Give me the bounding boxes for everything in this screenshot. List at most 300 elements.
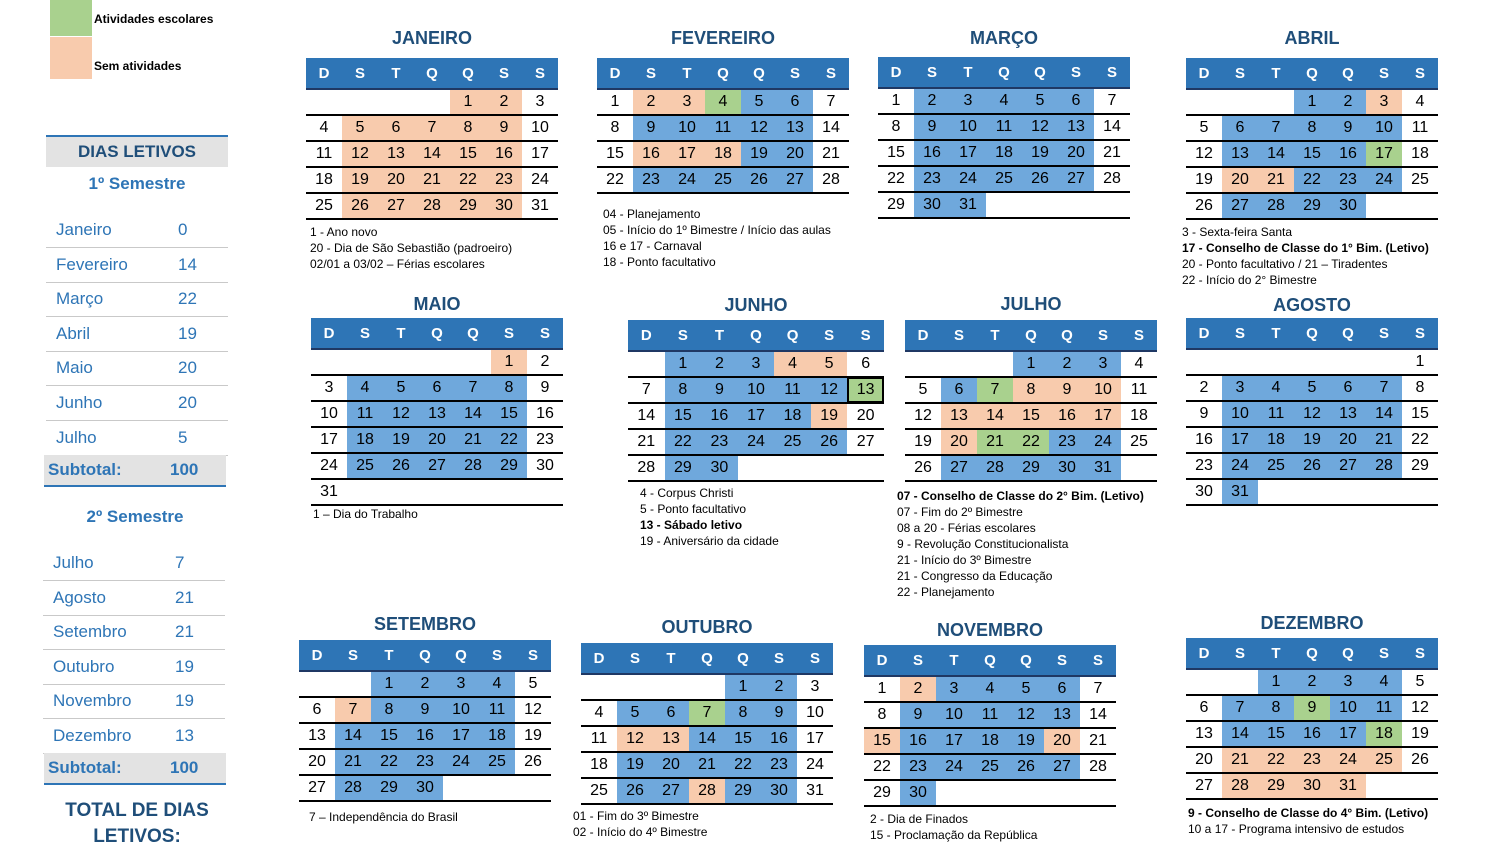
day-cell: 15 — [878, 140, 914, 166]
day-cell: 10 — [443, 697, 479, 723]
empty-day-cell — [1222, 669, 1258, 695]
day-cell: 17 — [1366, 141, 1402, 167]
empty-day-cell — [628, 351, 665, 377]
day-cell: 28 — [455, 453, 491, 479]
day-cell: 2 — [1294, 669, 1330, 695]
day-cell: 28 — [1094, 166, 1130, 192]
day-cell: 15 — [597, 141, 633, 167]
day-cell: 3 — [522, 89, 558, 115]
month-days-row — [43, 719, 225, 754]
day-cell: 11 — [306, 141, 342, 167]
week-row — [864, 702, 1116, 728]
day-cell: 4 — [1366, 669, 1402, 695]
day-cell: 9 — [633, 115, 669, 141]
day-cell: 21 — [813, 141, 849, 167]
day-cell: 10 — [1330, 695, 1366, 721]
month-days-value: 0 — [178, 220, 188, 239]
week-row — [597, 115, 849, 141]
weekday-header: Q — [1294, 638, 1330, 669]
empty-day-cell — [383, 479, 419, 505]
day-cell: 13 — [941, 403, 977, 429]
weekday-header: T — [378, 58, 414, 89]
week-row — [581, 674, 833, 700]
weekday-header: S — [347, 318, 383, 349]
day-cell: 16 — [486, 141, 522, 167]
month-table — [306, 58, 558, 220]
day-cell: 1 — [878, 88, 914, 114]
day-cell: 6 — [1058, 88, 1094, 114]
subtotal-value: 100 — [170, 758, 199, 777]
day-cell: 13 — [378, 141, 414, 167]
day-cell: 27 — [1330, 453, 1366, 479]
day-cell: 2 — [914, 88, 950, 114]
day-cell: 21 — [1366, 427, 1402, 453]
day-cell: 4 — [986, 88, 1022, 114]
weekday-header: D — [628, 320, 665, 351]
day-cell: 23 — [914, 166, 950, 192]
month-title: DEZEMBRO — [1260, 613, 1364, 633]
day-cell: 17 — [1085, 403, 1121, 429]
note-line: 22 - Início do 2° Bimestre — [1182, 273, 1317, 287]
day-cell: 13 — [1222, 141, 1258, 167]
day-cell: 12 — [342, 141, 378, 167]
day-cell: 12 — [383, 401, 419, 427]
note-line: 08 a 20 - Férias escolares — [897, 521, 1036, 535]
day-cell: 20 — [941, 429, 977, 455]
note-line: 1 – Dia do Trabalho — [313, 507, 418, 521]
day-cell: 25 — [479, 749, 515, 775]
empty-day-cell — [1366, 349, 1402, 375]
week-row — [299, 749, 551, 775]
weekday-header: D — [864, 645, 900, 676]
day-cell: 4 — [774, 351, 811, 377]
note-line: 21 - Início do 3º Bimestre — [897, 553, 1032, 567]
day-cell: 17 — [311, 427, 347, 453]
day-cell: 27 — [1058, 166, 1094, 192]
day-cell: 15 — [371, 723, 407, 749]
empty-day-cell — [1058, 192, 1094, 218]
day-cell: 2 — [761, 674, 797, 700]
day-cell: 21 — [335, 749, 371, 775]
day-cell: 5 — [617, 700, 653, 726]
weekday-header: Q — [774, 320, 811, 351]
day-cell: 17 — [950, 140, 986, 166]
day-cell: 8 — [491, 375, 527, 401]
note-line: 19 - Aniversário da cidade — [640, 534, 779, 548]
day-cell: 28 — [414, 193, 450, 219]
weekday-header: Q — [455, 318, 491, 349]
day-cell: 16 — [1186, 427, 1222, 453]
day-cell: 30 — [1186, 479, 1222, 505]
week-row — [864, 754, 1116, 780]
week-row — [1186, 401, 1438, 427]
day-cell: 21 — [1258, 167, 1294, 193]
week-row — [1186, 773, 1438, 799]
day-cell: 18 — [705, 141, 741, 167]
month-days-value: 19 — [178, 323, 197, 343]
month-days-row — [46, 282, 228, 317]
weekday-header: S — [797, 643, 833, 674]
day-cell: 25 — [972, 754, 1008, 780]
week-row — [299, 671, 551, 697]
week-row — [1186, 349, 1438, 375]
day-cell: 7 — [1094, 88, 1130, 114]
week-row — [306, 141, 558, 167]
day-cell: 19 — [515, 723, 551, 749]
month-title: AGOSTO — [1273, 295, 1351, 315]
subtotal-label: Subtotal: — [48, 460, 122, 479]
month-table — [905, 320, 1157, 482]
day-cell: 8 — [1258, 695, 1294, 721]
note-line: 5 - Ponto facultativo — [640, 502, 747, 516]
day-cell: 29 — [665, 455, 702, 481]
week-row — [878, 88, 1130, 114]
day-cell: 31 — [522, 193, 558, 219]
weekday-header: T — [653, 643, 689, 674]
day-cell: 30 — [701, 455, 738, 481]
note-line: 3 - Sexta-feira Santa — [1182, 225, 1293, 239]
weekday-header: S — [1044, 645, 1080, 676]
day-cell: 3 — [1330, 669, 1366, 695]
day-cell: 10 — [1366, 115, 1402, 141]
day-cell: 24 — [522, 167, 558, 193]
day-cell: 29 — [725, 778, 761, 804]
day-cell: 2 — [1330, 89, 1366, 115]
day-cell: 28 — [335, 775, 371, 801]
day-cell: 9 — [701, 377, 738, 403]
week-row — [1186, 747, 1438, 773]
day-cell: 25 — [347, 453, 383, 479]
day-cell: 18 — [972, 728, 1008, 754]
day-cell: 28 — [813, 167, 849, 193]
day-cell: 4 — [306, 115, 342, 141]
weekday-header: T — [371, 640, 407, 671]
weekday-header: Q — [414, 58, 450, 89]
day-cell: 20 — [1058, 140, 1094, 166]
day-cell: 11 — [1366, 695, 1402, 721]
weekday-header: T — [936, 645, 972, 676]
weekday-header: S — [1402, 318, 1438, 349]
note-line: 04 - Planejamento — [603, 207, 701, 221]
day-cell: 17 — [797, 726, 833, 752]
day-cell: 30 — [527, 453, 563, 479]
day-cell: 7 — [813, 89, 849, 115]
day-cell: 21 — [1094, 140, 1130, 166]
weekday-header: Q — [1049, 320, 1085, 351]
day-cell: 26 — [741, 167, 777, 193]
weekday-header: D — [597, 58, 633, 89]
month-name: Junho — [56, 393, 103, 412]
empty-day-cell — [419, 479, 455, 505]
day-cell: 8 — [864, 702, 900, 728]
weekday-header: S — [777, 58, 813, 89]
day-cell: 29 — [864, 780, 900, 806]
weekday-header: D — [1186, 318, 1222, 349]
month-days-value: 7 — [175, 553, 185, 572]
weekday-header: Q — [1294, 318, 1330, 349]
day-cell: 5 — [1008, 676, 1044, 702]
month-title: JUNHO — [724, 295, 788, 315]
weekday-header: D — [306, 58, 342, 89]
note-line: 13 - Sábado letivo — [640, 518, 743, 532]
month-table — [1186, 318, 1438, 506]
empty-day-cell — [1294, 479, 1330, 505]
empty-day-cell — [1402, 773, 1438, 799]
week-row — [299, 723, 551, 749]
empty-day-cell — [738, 455, 775, 481]
day-cell: 18 — [581, 752, 617, 778]
day-cell: 27 — [1044, 754, 1080, 780]
month-days-value: 20 — [178, 358, 197, 378]
weekday-header: S — [522, 58, 558, 89]
weekday-header: S — [1222, 58, 1258, 89]
day-cell: 27 — [378, 193, 414, 219]
week-row — [299, 775, 551, 801]
month-table — [878, 57, 1130, 219]
weekday-header: S — [515, 640, 551, 671]
day-cell: 29 — [450, 193, 486, 219]
week-row — [311, 375, 563, 401]
weekday-header: Q — [1022, 57, 1058, 88]
day-cell: 30 — [900, 780, 936, 806]
month-title: OUTUBRO — [661, 617, 753, 637]
day-cell: 7 — [1258, 115, 1294, 141]
day-cell: 6 — [941, 377, 977, 403]
weekday-header: S — [813, 58, 849, 89]
day-cell: 19 — [617, 752, 653, 778]
empty-day-cell — [972, 780, 1008, 806]
day-cell: 11 — [705, 115, 741, 141]
day-cell: 22 — [491, 427, 527, 453]
week-row — [1186, 193, 1438, 219]
day-cell: 5 — [1402, 669, 1438, 695]
month-days-value: 5 — [178, 427, 188, 447]
day-cell: 14 — [1366, 401, 1402, 427]
empty-day-cell — [1222, 349, 1258, 375]
day-cell: 16 — [407, 723, 443, 749]
day-cell: 17 — [1222, 427, 1258, 453]
day-cell: 19 — [1186, 167, 1222, 193]
day-cell: 12 — [1186, 141, 1222, 167]
day-cell: 7 — [1080, 676, 1116, 702]
empty-day-cell — [306, 89, 342, 115]
day-cell: 24 — [950, 166, 986, 192]
weekday-header: S — [847, 320, 884, 351]
weekday-header: S — [1222, 638, 1258, 669]
day-cell: 7 — [628, 377, 665, 403]
day-cell: 4 — [581, 700, 617, 726]
empty-day-cell — [811, 455, 848, 481]
week-row — [597, 89, 849, 115]
day-cell: 23 — [486, 167, 522, 193]
note-line: 05 - Início do 1º Bimestre / Início das aulas — [603, 223, 831, 237]
empty-day-cell — [581, 674, 617, 700]
day-cell: 26 — [1022, 166, 1058, 192]
week-row — [878, 192, 1130, 218]
week-row — [311, 349, 563, 375]
weekday-header: S — [1366, 318, 1402, 349]
weekday-header: S — [1080, 645, 1116, 676]
day-cell: 16 — [761, 726, 797, 752]
weekday-header: Q — [705, 58, 741, 89]
day-cell: 21 — [455, 427, 491, 453]
day-cell: 25 — [1121, 429, 1157, 455]
day-cell: 22 — [1013, 429, 1049, 455]
empty-day-cell — [342, 89, 378, 115]
note-line: 07 - Conselho de Classe do 2° Bim. (Letivo) — [897, 489, 1144, 503]
day-cell: 7 — [1222, 695, 1258, 721]
week-row — [878, 140, 1130, 166]
day-cell: 6 — [1186, 695, 1222, 721]
week-row — [905, 351, 1157, 377]
weekday-header: Q — [1330, 638, 1366, 669]
day-cell: 29 — [491, 453, 527, 479]
day-cell: 7 — [414, 115, 450, 141]
empty-day-cell — [1008, 780, 1044, 806]
empty-day-cell — [1186, 669, 1222, 695]
day-cell: 25 — [581, 778, 617, 804]
day-cell: 24 — [738, 429, 775, 455]
week-row — [311, 427, 563, 453]
empty-day-cell — [455, 479, 491, 505]
day-cell: 28 — [1222, 773, 1258, 799]
day-cell: 22 — [1402, 427, 1438, 453]
day-cell: 22 — [1258, 747, 1294, 773]
day-cell: 23 — [527, 427, 563, 453]
day-cell: 5 — [1294, 375, 1330, 401]
note-line: 20 - Dia de São Sebastião (padroeiro) — [310, 241, 513, 255]
weekday-header: S — [479, 640, 515, 671]
day-cell: 24 — [1330, 747, 1366, 773]
day-cell: 13 — [1044, 702, 1080, 728]
day-cell: 16 — [1294, 721, 1330, 747]
month-name: Fevereiro — [56, 254, 128, 274]
day-cell: 24 — [669, 167, 705, 193]
day-cell: 15 — [1013, 403, 1049, 429]
day-cell: 26 — [811, 429, 848, 455]
empty-day-cell — [1330, 479, 1366, 505]
week-row — [1186, 453, 1438, 479]
day-cell: 6 — [777, 89, 813, 115]
weekday-header: S — [1222, 318, 1258, 349]
weekday-header: Q — [738, 320, 775, 351]
day-cell: 14 — [689, 726, 725, 752]
weekday-header: D — [878, 57, 914, 88]
day-cell: 11 — [1402, 115, 1438, 141]
weekday-header: S — [914, 57, 950, 88]
note-line: 21 - Congresso da Educação — [897, 569, 1053, 583]
day-cell: 15 — [1258, 721, 1294, 747]
note-line: 15 - Proclamação da República — [870, 828, 1038, 842]
day-cell: 6 — [1222, 115, 1258, 141]
empty-day-cell — [653, 674, 689, 700]
empty-day-cell — [1366, 193, 1402, 219]
day-cell: 13 — [1330, 401, 1366, 427]
empty-day-cell — [1022, 192, 1058, 218]
day-cell: 20 — [299, 749, 335, 775]
day-cell: 26 — [905, 455, 941, 481]
empty-day-cell — [1366, 773, 1402, 799]
day-cell: 14 — [1258, 141, 1294, 167]
week-row — [905, 429, 1157, 455]
day-cell: 15 — [450, 141, 486, 167]
week-row — [878, 114, 1130, 140]
note-line: 17 - Conselho de Classe do 1° Bim. (Letivo) — [1182, 241, 1429, 255]
day-cell: 7 — [689, 700, 725, 726]
day-cell: 18 — [1402, 141, 1438, 167]
empty-day-cell — [1094, 192, 1130, 218]
weekday-header: T — [701, 320, 738, 351]
day-cell: 20 — [653, 752, 689, 778]
day-cell: 6 — [299, 697, 335, 723]
day-cell: 11 — [347, 401, 383, 427]
subtotal-label: Subtotal: — [48, 758, 122, 777]
day-cell: 1 — [371, 671, 407, 697]
weekday-header: S — [633, 58, 669, 89]
month-days-value: 14 — [178, 254, 197, 274]
day-cell: 8 — [665, 377, 702, 403]
day-cell: 9 — [407, 697, 443, 723]
week-row — [628, 351, 884, 377]
day-cell: 11 — [1258, 401, 1294, 427]
day-cell: 30 — [761, 778, 797, 804]
month-title: JULHO — [1000, 294, 1062, 314]
day-cell: 20 — [419, 427, 455, 453]
day-cell: 10 — [1222, 401, 1258, 427]
empty-day-cell — [1186, 349, 1222, 375]
month-name: Abril — [56, 323, 91, 343]
day-cell: 1 — [665, 351, 702, 377]
week-row — [597, 141, 849, 167]
day-cell: 6 — [378, 115, 414, 141]
month-name: Janeiro — [56, 220, 112, 239]
note-line: 02/01 a 03/02 – Férias escolares — [310, 257, 485, 271]
legend-label-sem-atividades: Sem atividades — [94, 59, 182, 73]
day-cell: 23 — [1186, 453, 1222, 479]
day-cell: 15 — [1294, 141, 1330, 167]
day-cell: 3 — [669, 89, 705, 115]
weekday-header: T — [950, 57, 986, 88]
weekday-header: D — [581, 643, 617, 674]
note-line: 07 - Fim do 2º Bimestre — [897, 505, 1023, 519]
day-cell: 3 — [443, 671, 479, 697]
day-cell: 24 — [1085, 429, 1121, 455]
week-row — [581, 726, 833, 752]
weekday-header: S — [1366, 58, 1402, 89]
weekday-header: S — [491, 318, 527, 349]
month-days-row — [43, 581, 225, 616]
weekday-header: S — [900, 645, 936, 676]
day-cell: 18 — [479, 723, 515, 749]
day-cell: 1 — [864, 676, 900, 702]
week-row — [306, 89, 558, 115]
month-name: Outubro — [53, 656, 115, 676]
day-cell: 3 — [1222, 375, 1258, 401]
month-table — [597, 58, 849, 194]
weekday-header: Q — [1008, 645, 1044, 676]
month-days-row — [43, 615, 225, 650]
day-cell: 1 — [1294, 89, 1330, 115]
day-cell: 29 — [1402, 453, 1438, 479]
day-cell: 21 — [414, 167, 450, 193]
month-table — [628, 320, 884, 482]
day-cell: 20 — [1330, 427, 1366, 453]
month-title: MAIO — [413, 294, 461, 314]
day-cell: 21 — [689, 752, 725, 778]
day-cell: 21 — [1080, 728, 1116, 754]
week-row — [905, 403, 1157, 429]
day-cell: 1 — [1013, 351, 1049, 377]
